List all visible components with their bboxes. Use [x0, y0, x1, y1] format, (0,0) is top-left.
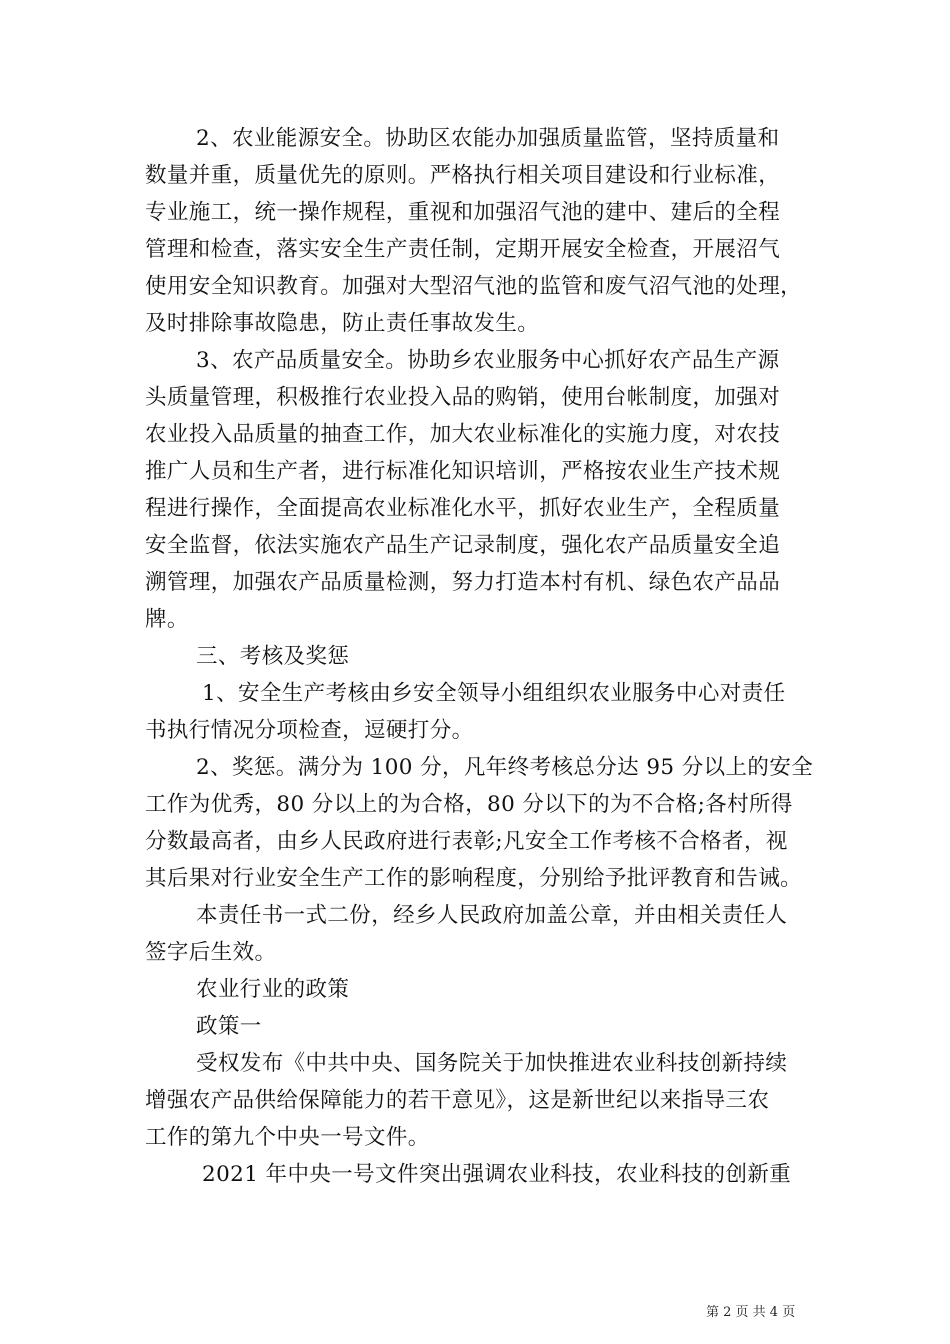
paragraph-line: 工作为优秀，80 分以上的为合格，80 分以下的为不合格;各村所得	[145, 792, 793, 817]
paragraph-line: 其后果对行业安全生产工作的影响程度，分别给予批评教育和告诫。	[145, 866, 803, 891]
paragraph-line: 溯管理，加强农产品质量检测，努力打造本村有机、绿色农产品品	[145, 570, 781, 595]
paragraph-line: 专业施工，统一操作规程，重视和加强沼气池的建中、建后的全程	[145, 200, 781, 225]
paragraph-line: 2、农业能源安全。协助区农能办加强质量监管，坚持质量和	[196, 126, 780, 151]
paragraph-line: 2、奖惩。满分为 100 分，凡年终考核总分达 95 分以上的安全	[196, 755, 814, 780]
section-heading: 农业行业的政策	[196, 977, 350, 1002]
paragraph-line: 3、农产品质量安全。协助乡农业服务中心抓好农产品生产源	[196, 348, 780, 373]
paragraph-line: 推广人员和生产者，进行标准化知识培训，严格按农业生产技术规	[145, 459, 781, 484]
paragraph-line: 分数最高者，由乡人民政府进行表彰;凡安全工作考核不合格者，视	[145, 829, 788, 854]
paragraph-line: 牌。	[145, 607, 189, 632]
paragraph-line: 数量并重，质量优先的原则。严格执行相关项目建设和行业标准，	[145, 163, 781, 188]
paragraph-line: 农业投入品质量的抽查工作，加大农业标准化的实施力度，对农技	[145, 422, 781, 447]
paragraph-line: 1、安全生产考核由乡安全领导小组组织农业服务中心对责任	[202, 681, 786, 706]
paragraph-line: 增强农产品供给保障能力的若干意见》，这是新世纪以来指导三农	[145, 1088, 770, 1113]
paragraph-line: 书执行情况分项检查，逗硬打分。	[145, 718, 474, 743]
paragraph-line: 头质量管理，积极推行农业投入品的购销，使用台帐制度，加强对	[145, 385, 781, 410]
paragraph-line: 管理和检查，落实安全生产责任制，定期开展安全检查，开展沼气	[145, 237, 781, 262]
paragraph-line: 安全监督，依法实施农产品生产记录制度，强化农产品质量安全追	[145, 533, 781, 558]
paragraph-line: 受权发布《中共中央、国务院关于加快推进农业科技创新持续	[196, 1051, 788, 1076]
paragraph-line: 2021 年中央一号文件突出强调农业科技，农业科技的创新重	[202, 1162, 792, 1187]
paragraph-line: 工作的第九个中央一号文件。	[145, 1125, 430, 1150]
paragraph-line: 及时排除事故隐患，防止责任事故发生。	[145, 311, 540, 336]
section-heading: 三、考核及奖惩	[196, 644, 350, 669]
paragraph-line: 使用安全知识教育。加强对大型沼气池的监管和废气沼气池的处理，	[145, 274, 803, 299]
page-number-footer: 第 2 页 共 4 页	[706, 1305, 796, 1320]
paragraph-line: 本责任书一式二份，经乡人民政府加盖公章，并由相关责任人	[196, 903, 788, 928]
section-heading: 政策一	[196, 1014, 262, 1039]
paragraph-line: 程进行操作，全面提高农业标准化水平，抓好农业生产，全程质量	[145, 496, 781, 521]
paragraph-line: 签字后生效。	[145, 940, 277, 965]
